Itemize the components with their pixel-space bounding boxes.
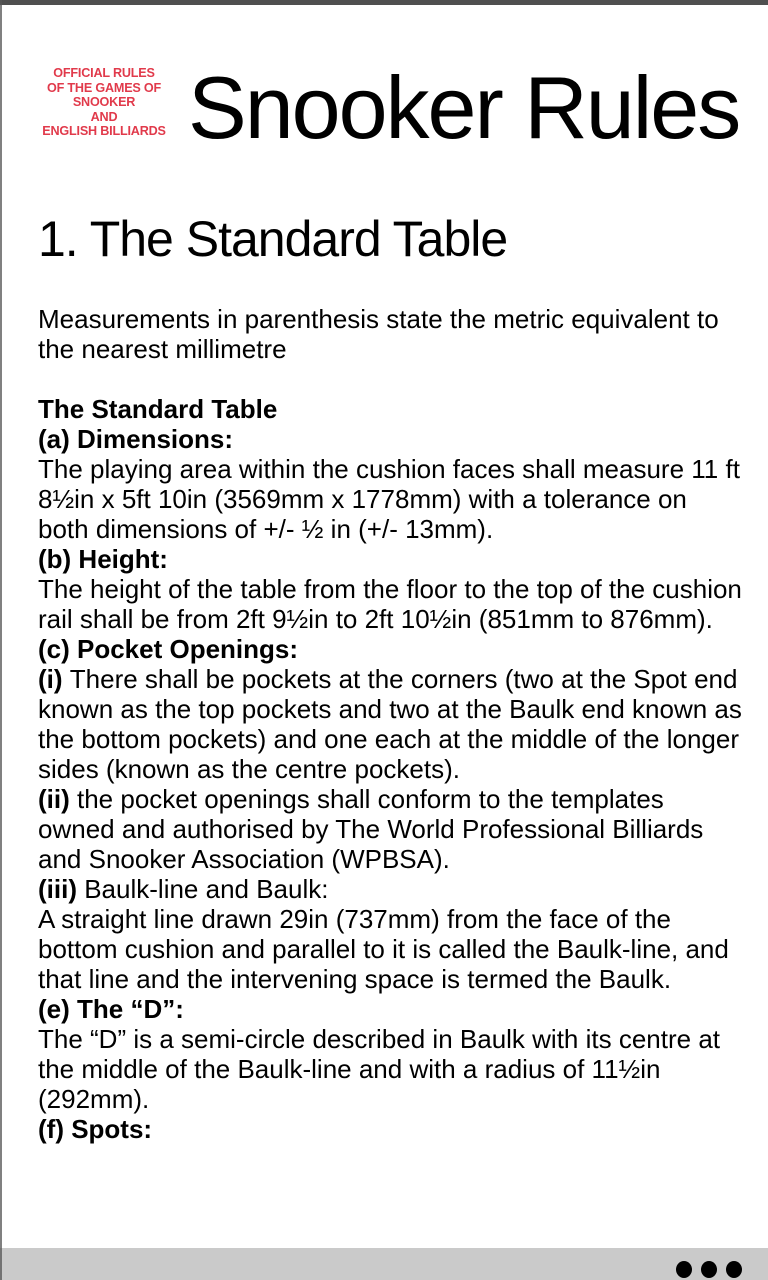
- app-bar: [0, 1248, 768, 1280]
- rule-label: (f) Spots:: [38, 1114, 153, 1144]
- rule-label: (e) The “D”:: [38, 994, 184, 1024]
- rule-text: The height of the table from the floor to the top of the cushion rail shall be from 2ft 9½in to 2ft 10½in (851mm to 876mm).: [38, 574, 742, 634]
- rule-text: the pocket openings shall conform to the templates owned and authorised by The World Professional Billiards and Snooker Association (WPBSA).: [38, 784, 704, 874]
- rule-text: A straight line drawn 29in (737mm) from the face of the bottom cushion and parallel to it is called the Baulk-line, and that line and the intervening space is termed the Baulk.: [38, 904, 729, 994]
- logo-line: ENGLISH BILLIARDS: [42, 123, 166, 138]
- ellipsis-dot-icon: [676, 1261, 692, 1278]
- rule-paragraph: [38, 664, 742, 784]
- rule-paragraph: [38, 574, 742, 634]
- logo-line: SNOOKER: [72, 94, 136, 109]
- rule-label: (b) Height:: [38, 544, 168, 574]
- intro-paragraph: Measurements in parenthesis state the metric equivalent to the nearest millimetre: [38, 304, 719, 364]
- rule-label: (i): [38, 664, 70, 694]
- rule-label: (ii): [38, 784, 77, 814]
- rule-paragraph: [38, 394, 742, 424]
- rule-label: (a) Dimensions:: [38, 424, 234, 454]
- rules-text: [38, 394, 742, 1144]
- logo-line: OFFICIAL RULES: [53, 65, 155, 80]
- rule-paragraph: [38, 874, 742, 904]
- rule-label: The Standard Table: [38, 394, 278, 424]
- rule-text: There shall be pockets at the corners (two at the Spot end known as the top pockets and two at the Baulk end known as the bottom pockets) and one each at the middle of the longer sides (known as the centre pockets).: [38, 664, 742, 784]
- rule-paragraph: [38, 994, 742, 1024]
- section-heading: 1. The Standard Table: [38, 211, 508, 267]
- rule-label: (c) Pocket Openings:: [38, 634, 299, 664]
- rule-text: Baulk-line and Baulk:: [84, 874, 329, 904]
- page-edge-divider: [0, 0, 2, 1280]
- rule-label: (iii): [38, 874, 85, 904]
- rule-text: The playing area within the cushion faces shall measure 11 ft 8½in x 5ft 10in (3569mm x 1778mm) with a tolerance on both dimensions of +/- ½ in (+/- 13mm).: [38, 454, 740, 544]
- more-menu-button[interactable]: [676, 1261, 742, 1278]
- rule-paragraph: [38, 1114, 742, 1144]
- rule-paragraph: [38, 544, 742, 574]
- rule-paragraph: [38, 1024, 742, 1114]
- logo-line: AND: [90, 108, 118, 124]
- status-bar: [0, 0, 768, 5]
- wpbsa-logo: [40, 66, 168, 139]
- rule-paragraph: [38, 634, 742, 664]
- ellipsis-dot-icon: [701, 1261, 717, 1278]
- content-scroll-region[interactable]: [38, 210, 742, 1280]
- rule-paragraph: [38, 904, 742, 994]
- ellipsis-dot-icon: [726, 1261, 742, 1278]
- rule-paragraph: [38, 454, 742, 544]
- logo-line: OF THE GAMES OF: [46, 79, 162, 95]
- rule-paragraph: [38, 424, 742, 454]
- app-title: Snooker Rules: [188, 58, 740, 157]
- rule-paragraph: [38, 784, 742, 874]
- rule-text: The “D” is a semi-circle described in Baulk with its centre at the middle of the Baulk-line and with a radius of 11½in (292mm).: [38, 1024, 721, 1114]
